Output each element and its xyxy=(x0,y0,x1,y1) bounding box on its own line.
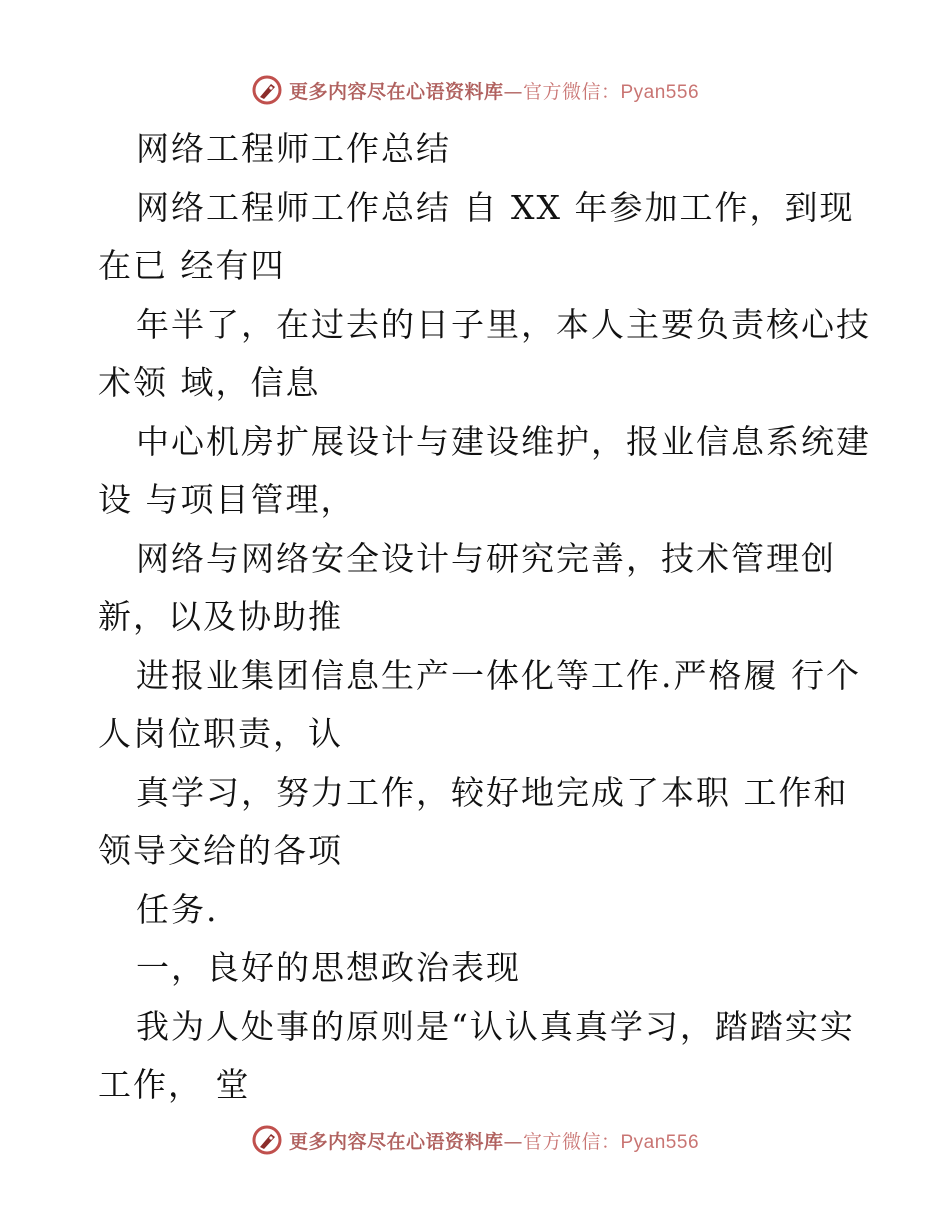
paragraph-line: 人岗位职责，认 xyxy=(98,714,343,753)
paragraph-line: 我为人处事的原则是“认认真真学习，踏踏实实 xyxy=(136,1006,855,1046)
header-wechat-id: Pyan556 xyxy=(620,81,700,103)
paragraph-line: 网络与网络安全设计与研究完善，技术管理创 xyxy=(136,538,836,578)
paragraph-line: 进报业集团信息生产一体化等工作.严格履 行个 xyxy=(136,655,861,695)
header-banner-text xyxy=(289,77,699,104)
paragraph-line: 新，以及协助推 xyxy=(98,597,343,636)
footer-banner-text xyxy=(289,1127,699,1154)
paragraph-line: 真学习，努力工作，较好地完成了本职 工作和 xyxy=(136,772,849,812)
paragraph-line: 领导交给的各项 xyxy=(98,831,343,870)
paragraph-line: 中心机房扩展设计与建设维护，报业信息系统建 xyxy=(136,421,871,461)
document-title: 网络工程师工作总结 xyxy=(136,129,451,168)
paragraph-line: 任务. xyxy=(136,889,219,929)
paragraph-line: 工作， 堂 xyxy=(98,1065,251,1104)
pen-nib-logo-icon xyxy=(251,1124,283,1156)
section-heading: 一，良好的思想政治表现 xyxy=(136,948,521,987)
footer-dash: — xyxy=(503,1130,523,1153)
pen-nib-logo-icon xyxy=(251,74,283,106)
footer-site-name: 更多内容尽在心语资料库 xyxy=(288,1130,504,1153)
header-dash: — xyxy=(503,80,523,103)
paragraph-line: 网络工程师工作总结 自 XX 年参加工作，到现 xyxy=(136,187,855,227)
document-body xyxy=(98,120,871,1115)
header-banner xyxy=(0,70,950,110)
paragraph-line: 设 与项目管理， xyxy=(98,480,356,519)
header-wechat-label: 官方微信： xyxy=(522,80,621,103)
paragraph-line: 在已 经有四 xyxy=(98,246,286,285)
paragraph-line: 年半了，在过去的日子里，本人主要负责核心技 xyxy=(136,304,871,344)
header-site-name: 更多内容尽在心语资料库 xyxy=(288,80,504,103)
footer-wechat-label: 官方微信： xyxy=(522,1130,621,1153)
footer-wechat-id: Pyan556 xyxy=(620,1131,700,1153)
footer-banner xyxy=(0,1120,950,1160)
paragraph-line: 术领 域，信息 xyxy=(98,363,321,402)
